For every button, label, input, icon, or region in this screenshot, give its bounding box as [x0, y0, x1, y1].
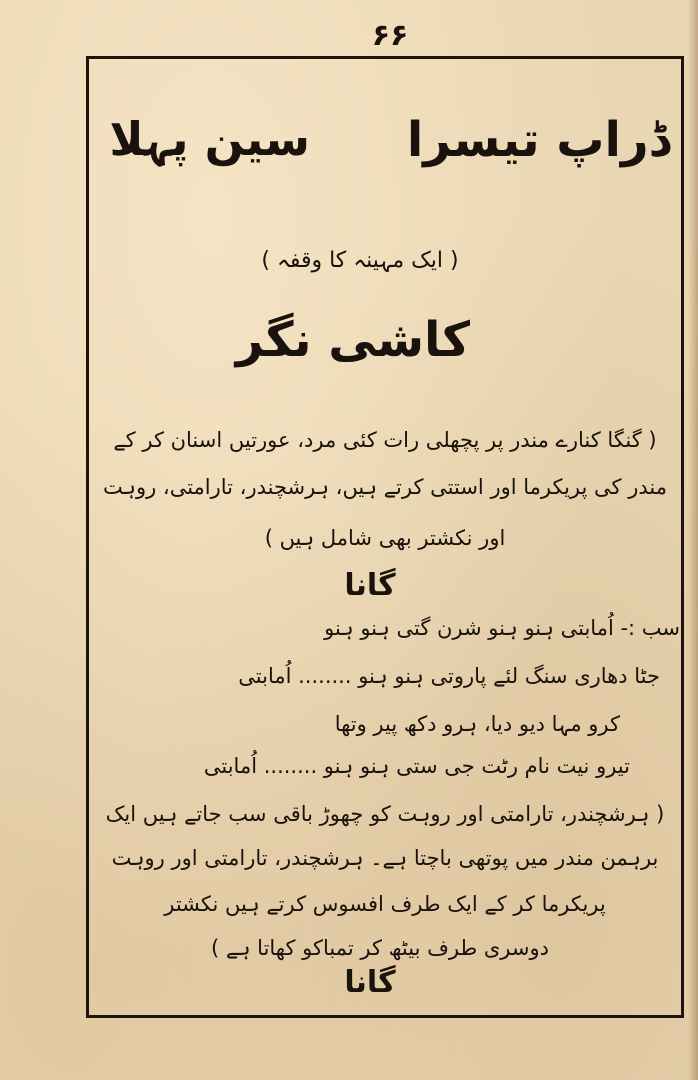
stage-direction-line: مندر کی پریکرما اور استتی کرتے ہیں، ہرشچندر، تارامتی، روہت [103, 475, 667, 499]
stage-direction-line: اور نکشتر بھی شامل ہیں ) [264, 526, 506, 550]
song-line: کرو مہا دیو دیا، ہرو دکھ پیر وتھا [334, 712, 620, 736]
song-heading-2: گانا [344, 965, 396, 1000]
stage-direction-line: ( ہرشچندر، تارامتی اور روہت کو چھوڑ باقی سب جاتے ہیں ایک [105, 802, 665, 826]
stage-direction-line: دوسری طرف بیٹھ کر تمباکو کھاتا ہے ) [211, 936, 549, 960]
scene-title: سین پہلا [109, 112, 310, 166]
song-line: تیرو نیت نام رٹت جی ستی ہنو ہنو ........ اُمابتی [203, 754, 630, 778]
stage-direction-line: پریکرما کر کے ایک طرف افسوس کرتے ہیں نکشتر [164, 892, 606, 916]
song-heading: گانا [344, 568, 396, 603]
stage-direction-line: برہمن مندر میں پوتھی باچتا ہے۔ ہرشچندر، تارامتی اور روہت [111, 846, 659, 870]
song-line: سب :- اُمابتی ہنو ہنو شرن گتی ہنو ہنو [324, 616, 680, 640]
interval-note: ( ایک مہینہ کا وقفہ ) [261, 248, 459, 273]
page-edge-shadow [688, 0, 698, 1080]
stage-direction-line: ( گنگا کنارے مندر پر پچھلی رات کئی مرد، عورتیں اسنان کر کے [113, 428, 657, 452]
place-heading: کاشی نگر [235, 312, 470, 368]
act-title: ڈراپ تیسرا [406, 112, 670, 168]
page-number: ۶۶ [371, 18, 409, 53]
song-line: جٹا دھاری سنگ لئے پاروتی ہنو ہنو ........ اُمابتی [238, 664, 660, 688]
